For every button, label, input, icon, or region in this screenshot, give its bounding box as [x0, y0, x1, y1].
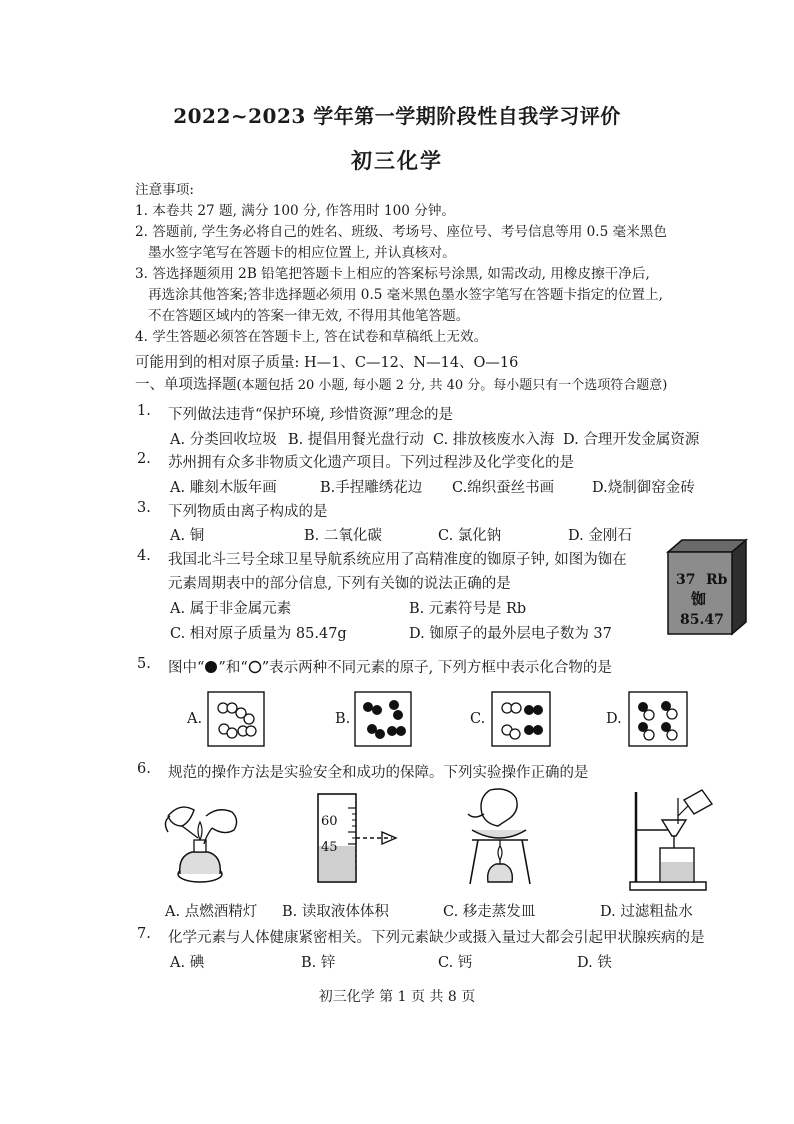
question-number: 2.: [137, 451, 151, 467]
white-atom-icon: [248, 660, 262, 674]
question-text: 苏州拥有众多非物质文化遗产项目。下列过程涉及化学变化的是: [168, 455, 574, 471]
molecule-box-c: [491, 691, 551, 747]
option-b: B. 二氧化碳: [304, 528, 382, 544]
question-number: 7.: [137, 926, 151, 942]
element-name: 铷: [691, 590, 707, 608]
molecule-box-d: [628, 691, 688, 747]
option-d: D. 铁: [577, 955, 612, 971]
evaporating-dish-illustration: [460, 784, 540, 890]
atomic-mass: 85.47: [680, 612, 724, 628]
atomic-masses: 可能用到的相对原子质量: H—1、C—12、N—14、O—16: [135, 355, 519, 371]
cylinder-mark-45: 45: [321, 840, 338, 855]
cylinder-mark-60: 60: [321, 814, 338, 829]
option-c: C. 钙: [438, 955, 473, 971]
option-c: C. 相对原子质量为 85.47g: [170, 626, 347, 642]
exam-subject: 初三化学: [351, 148, 443, 173]
question-text: 我国北斗三号全球卫星导航系统应用了高精准度的铷原子钟, 如图为铷在: [168, 552, 627, 568]
molecule-box-b: [354, 691, 412, 747]
note-line: 4. 学生答题必须答在答题卡上, 答在试卷和草稿纸上无效。: [135, 329, 488, 345]
note-line: 3. 答选择题须用 2B 铅笔把答题卡上相应的答案标号涂黑, 如需改动, 用橡皮擦干净后,: [135, 266, 650, 282]
option-b: B.: [335, 711, 351, 727]
option-a: A. 碘: [170, 955, 205, 971]
option-a: A.: [187, 711, 203, 727]
note-line: 不在答题区域内的答案一律无效, 不得用其他笔答题。: [148, 308, 470, 324]
molecule-box-a: [207, 691, 265, 747]
question-text: [168, 656, 612, 677]
question-number: 1.: [137, 403, 151, 419]
option-c: C. 氯化钠: [438, 528, 502, 544]
question-text: 化学元素与人体健康紧密相关。下列元素缺少或摄入量过大都会引起甲状腺疾病的是: [168, 930, 705, 946]
question-number: 4.: [137, 548, 151, 564]
section-title: 一、单项选择题: [135, 377, 237, 393]
rubidium-element-card: [660, 538, 750, 638]
alcohol-lamp-lighting-illustration: [160, 796, 250, 888]
note-line: 再选涂其他答案;答非选择题必须用 0.5 毫米黑色墨水签字笔写在答题卡指定的位置上,: [148, 287, 663, 303]
option-d: D.: [606, 711, 622, 727]
question-text-part: 图中“: [168, 660, 205, 676]
option-d: D. 过滤粗盐水: [600, 904, 693, 920]
option-a: A. 分类回收垃圾: [170, 432, 277, 448]
option-c: C.绵织蚕丝书画: [452, 480, 555, 496]
atomic-number: 37: [676, 572, 696, 588]
notes-block: [135, 180, 735, 348]
option-b: B. 提倡用餐光盘行动: [288, 432, 424, 448]
option-d: D. 铷原子的最外层电子数为 37: [409, 626, 612, 642]
question-text-continued: 元素周期表中的部分信息, 下列有关铷的说法正确的是: [168, 576, 511, 592]
option-b: B. 锌: [301, 955, 336, 971]
note-line: 1. 本卷共 27 题, 满分 100 分, 作答用时 100 分钟。: [135, 203, 456, 219]
option-d: D. 合理开发金属资源: [563, 432, 700, 448]
note-line: 2. 答题前, 学生务必将自己的姓名、班级、考场号、座位号、考号信息等用 0.5 毫米黑色: [135, 224, 667, 240]
option-c: C.: [470, 711, 486, 727]
option-a: A. 点燃酒精灯: [165, 904, 258, 920]
element-symbol: Rb: [706, 572, 728, 588]
option-a: A. 属于非金属元素: [170, 601, 292, 617]
option-a: A. 铜: [170, 528, 205, 544]
graduated-cylinder-illustration: [312, 792, 408, 884]
filtration-illustration: [628, 782, 718, 892]
page-footer: 初三化学 第 1 页 共 8 页: [318, 989, 476, 1005]
black-atom-icon: [204, 660, 218, 674]
question-number: 5.: [137, 656, 151, 672]
section-heading: [135, 373, 667, 394]
option-d: D. 金刚石: [568, 528, 632, 544]
option-a: A. 雕刻木版年画: [170, 480, 277, 496]
question-number: 6.: [137, 761, 151, 777]
note-line: 墨水签字笔写在答题卡的相应位置上, 并认真核对。: [148, 245, 456, 261]
section-note: (本题包括 20 小题, 每小题 2 分, 共 40 分。每小题只有一个选项符合题意): [236, 378, 668, 393]
option-b: B. 元素符号是 Rb: [409, 601, 527, 617]
question-text: 下列做法违背“保护环境, 珍惜资源”理念的是: [168, 407, 454, 423]
option-b: B. 读取液体体积: [282, 904, 389, 920]
option-c: C. 移走蒸发皿: [443, 904, 536, 920]
option-c: C. 排放核废水入海: [433, 432, 555, 448]
notes-heading: 注意事项:: [135, 182, 194, 198]
exam-title: 2022~2023 学年第一学期阶段性自我学习评价: [173, 104, 621, 128]
question-text: 下列物质由离子构成的是: [168, 504, 328, 520]
option-d: D.烧制御窑金砖: [592, 480, 695, 496]
option-b: B.手捏雕绣花边: [320, 480, 423, 496]
question-text-part: ”和“: [218, 660, 248, 676]
question-text-part: ”表示两种不同元素的原子, 下列方框中表示化合物的是: [261, 660, 612, 676]
question-number: 3.: [137, 500, 151, 516]
question-text: 规范的操作方法是实验安全和成功的保障。下列实验操作正确的是: [168, 765, 589, 781]
